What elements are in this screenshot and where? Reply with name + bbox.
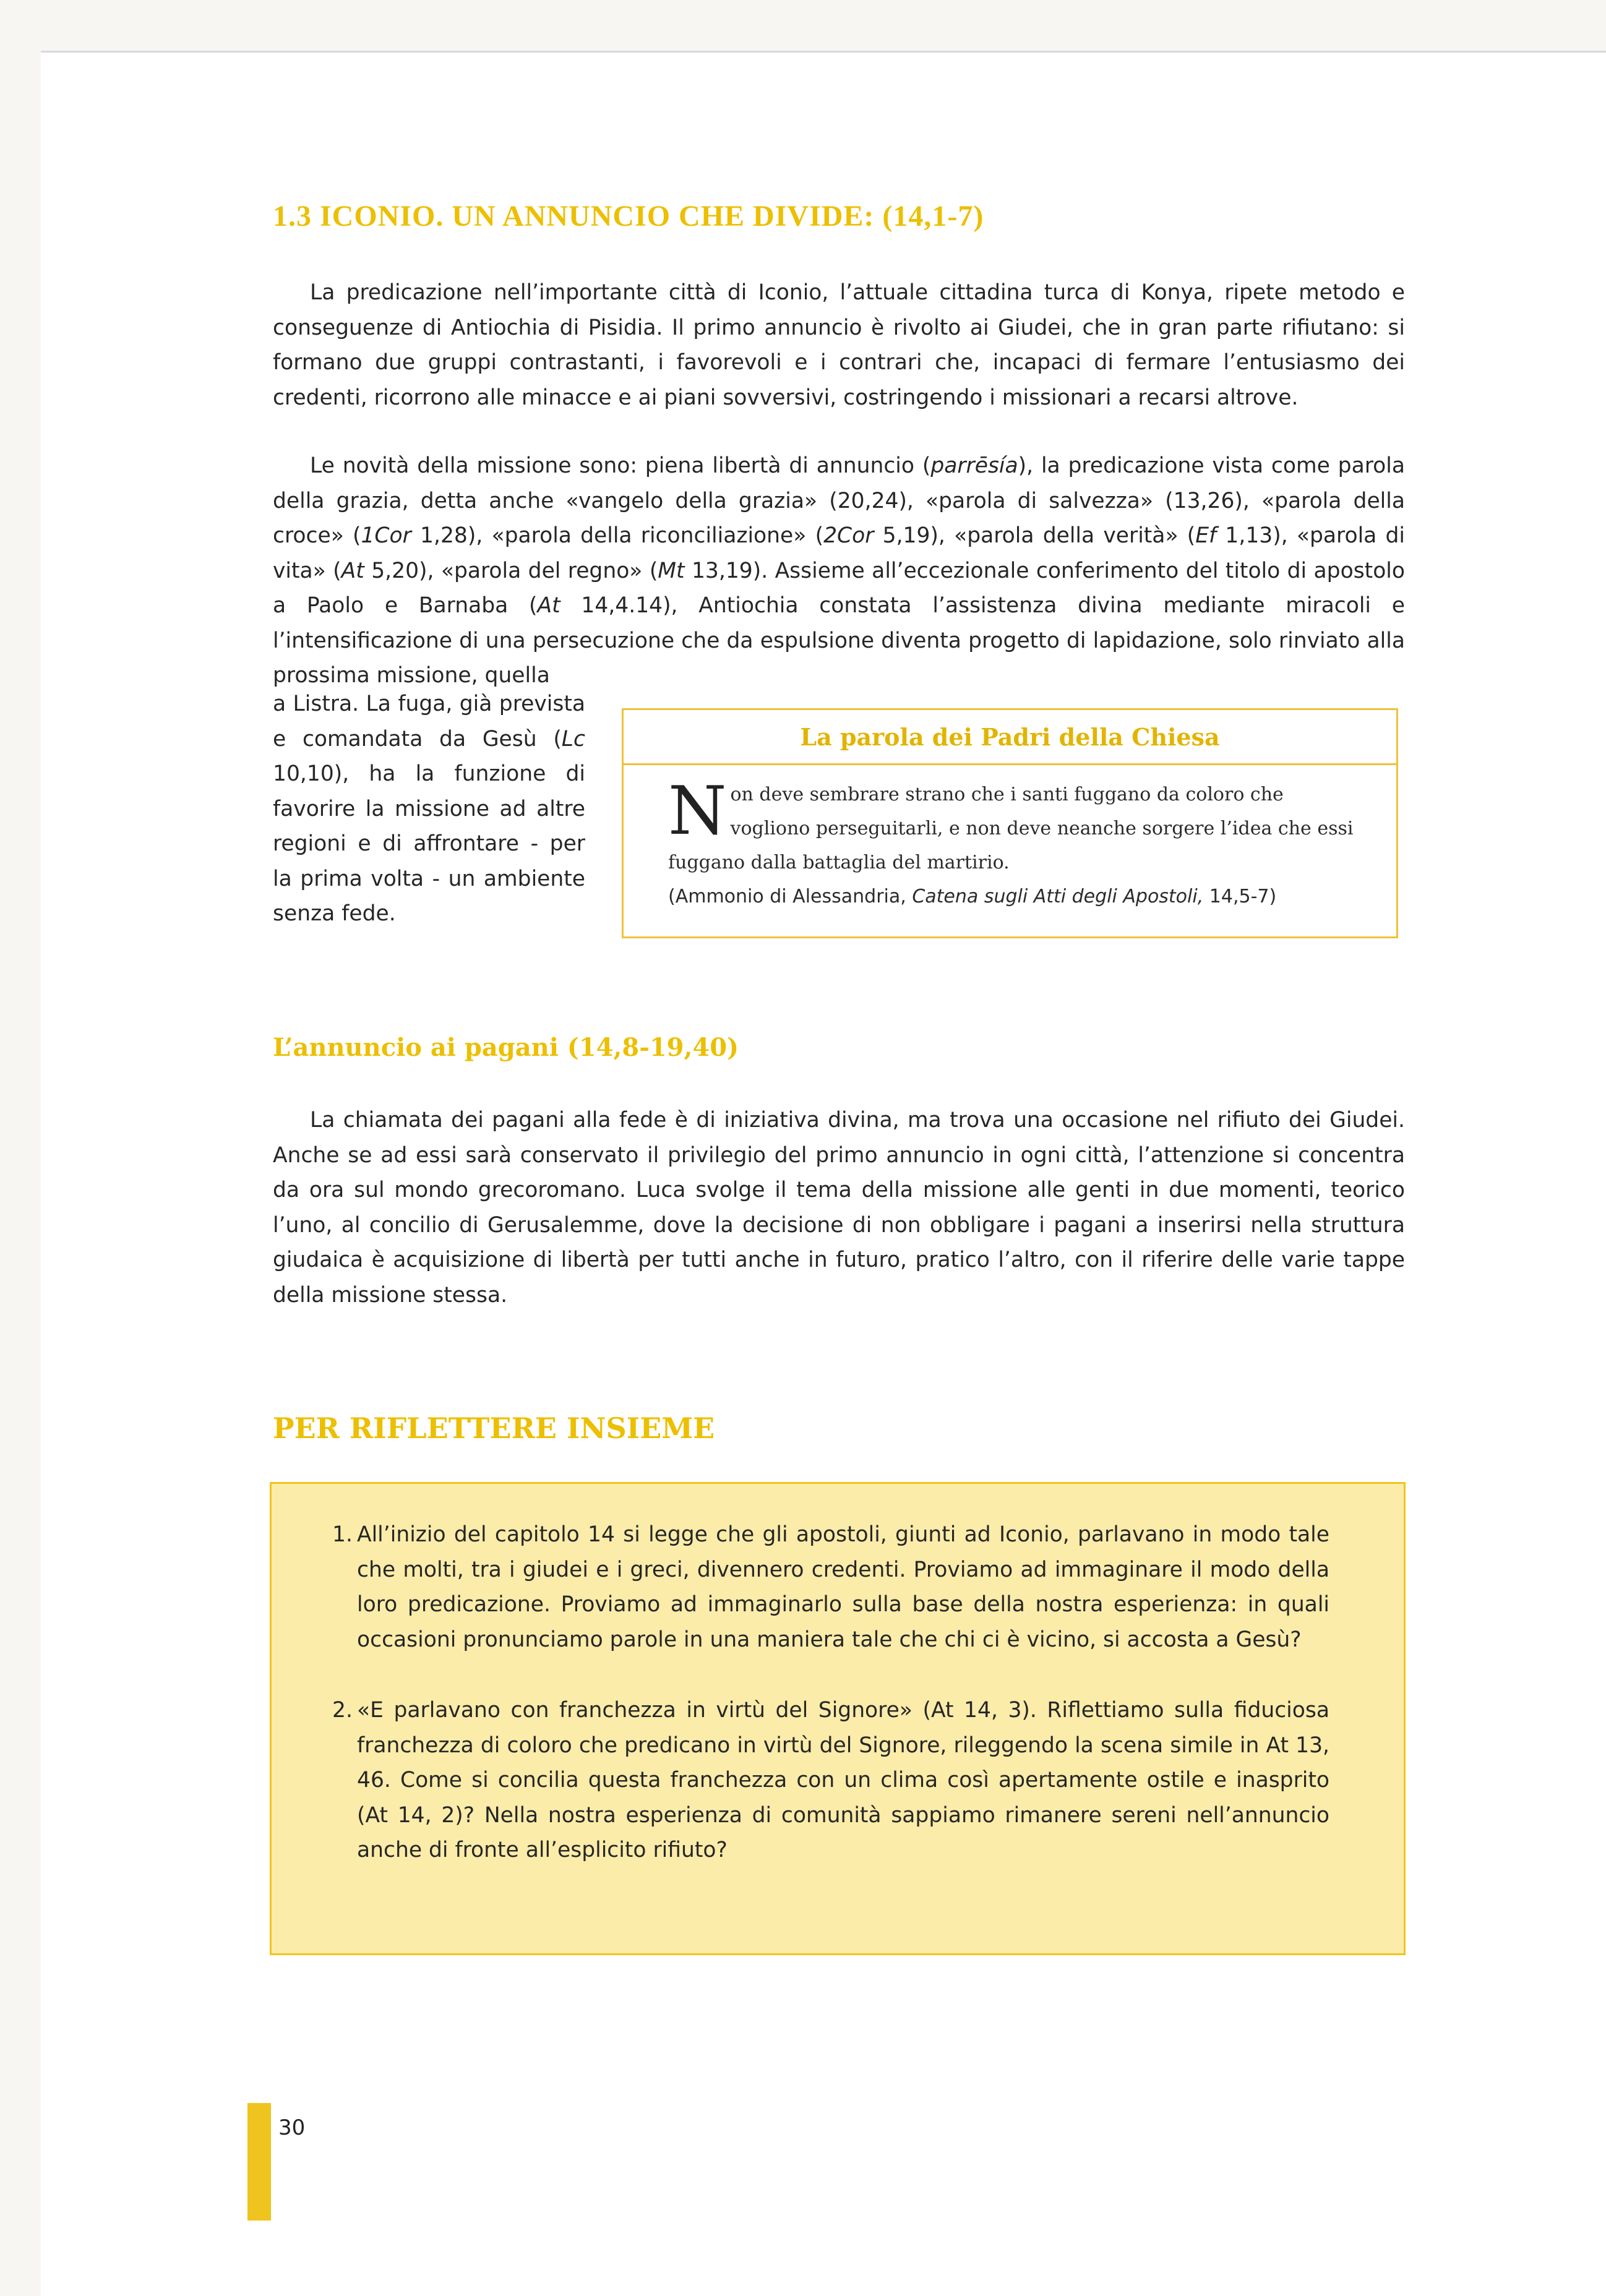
- fathers-quote-box: [622, 708, 1398, 938]
- top-edge-line: [41, 51, 1606, 53]
- fathers-box-title: La parola dei Padri della Chiesa: [624, 710, 1396, 765]
- subsection-title: L’annuncio ai pagani (14,8-19,40): [273, 1033, 739, 1062]
- section-title: 1.3 ICONIO. UN ANNUNCIO CHE DIVIDE: (14,1-7): [273, 200, 984, 233]
- page-number: 30: [278, 2115, 306, 2140]
- fathers-quote-source: (Ammonio di Alessandria, Catena sugli Atti degli Apostoli, 14,5-7): [668, 886, 1277, 907]
- paragraph-iconio: La predicazione nell’importante città di Iconio, l’attuale cittadina turca di Konya, ripete metodo e conseguenze di Antiochia di Pisidia. Il primo annuncio è rivolto ai Giudei, che in gran parte rifiutano: si formano due gruppi contrastanti, i favorevoli e i contrari che, incapaci di fermare l’entusiasmo dei credenti, ricorrono alle minacce e ai piani sovversivi, costringendo i missionari a recarsi altrove.: [273, 280, 1405, 410]
- reflect-title: PER RIFLETTERE INSIEME: [273, 1411, 715, 1445]
- reflect-item: [272, 1517, 1404, 1657]
- paragraph-novita: Le novità della missione sono: piena libertà di annuncio (parrēsía), la predicazione vista come parola della grazia, detta anche «vangelo della grazia» (20,24), «parola di salvezza» (13,26), «parola della croce» (1Cor 1,28), «parola della riconciliazione» (2Cor 5,19), «parola della verità» (Ef 1,13), «parola di vita» (At 5,20), «parola del regno» (Mt 13,19). Assieme all’eccezionale conferimento del titolo di apostolo a Paolo e Barnaba (At 14,4.14), Antiochia constata l’assistenza divina mediante miracoli e l’intensificazione di una persecuzione che da espulsione diventa progetto di lapidazione, solo rinviato alla prossima missione, quella: [273, 453, 1405, 688]
- reflect-item-text: All’inizio del capitolo 14 si legge che gli apostoli, giunti ad Iconio, parlavano in modo tale che molti, tra i giudei e i greci, divennero credenti. Proviamo ad immaginare il modo della loro predicazione. Proviamo ad immaginarlo sulla base della nostra esperienza: in quali occasioni pronunciamo parole in una maniera tale che chi ci è vicino, si accosta a Gesù?: [357, 1522, 1329, 1652]
- page-number-bar: [247, 2103, 271, 2221]
- reflect-item-number: 2.: [332, 1698, 353, 1723]
- fathers-quote-text: on deve sembrare strano che i santi fuggano da coloro che vogliono perseguitarli, e non deve neanche sorgere l’idea che essi fuggano dalla battaglia del martirio.: [668, 784, 1354, 873]
- drop-cap: N: [668, 773, 727, 850]
- reflect-item-text: «E parlavano con franchezza in virtù del Signore» (At 14, 3). Riflettiamo sulla fiduciosa franchezza di coloro che predicano in virtù del Signore, rileggendo la scena simile in At 13, 46. Come si concilia questa franchezza con un clima così apertamente ostile e inasprito (At 14, 2)? Nella nostra esperienza di comunità sappiamo rimanere sereni nell’annuncio anche di fronte all’esplicito rifiuto?: [357, 1698, 1329, 1862]
- paragraph-pagani: La chiamata dei pagani alla fede è di iniziativa divina, ma trova una occasione nel rifiuto dei Giudei. Anche se ad essi sarà conservato il privilegio del primo annuncio in ogni città, l’attenzione si concentra da ora sul mondo grecoromano. Luca svolge il tema della missione alle genti in due momenti, teorico l’uno, al concilio di Gerusalemme, dove la decisione di non obbligare i pagani a inserirsi nella struttura giudaica è acquisizione di libertà per tutti anche in futuro, pratico l’altro, con il riferire delle varie tappe della missione stessa.: [273, 1108, 1405, 1308]
- reflect-box: [270, 1482, 1406, 1955]
- fathers-box-body: [624, 765, 1396, 914]
- reflect-item: [272, 1693, 1404, 1868]
- reflect-item-number: 1.: [332, 1522, 353, 1547]
- reflect-list: [272, 1517, 1404, 1904]
- paragraph-fuga: a Listra. La fuga, già prevista e comandata da Gesù (Lc 10,10), ha la funzione di favorire la missione ad altre regioni e di affrontare - per la prima volta - un ambiente senza fede.: [273, 692, 585, 926]
